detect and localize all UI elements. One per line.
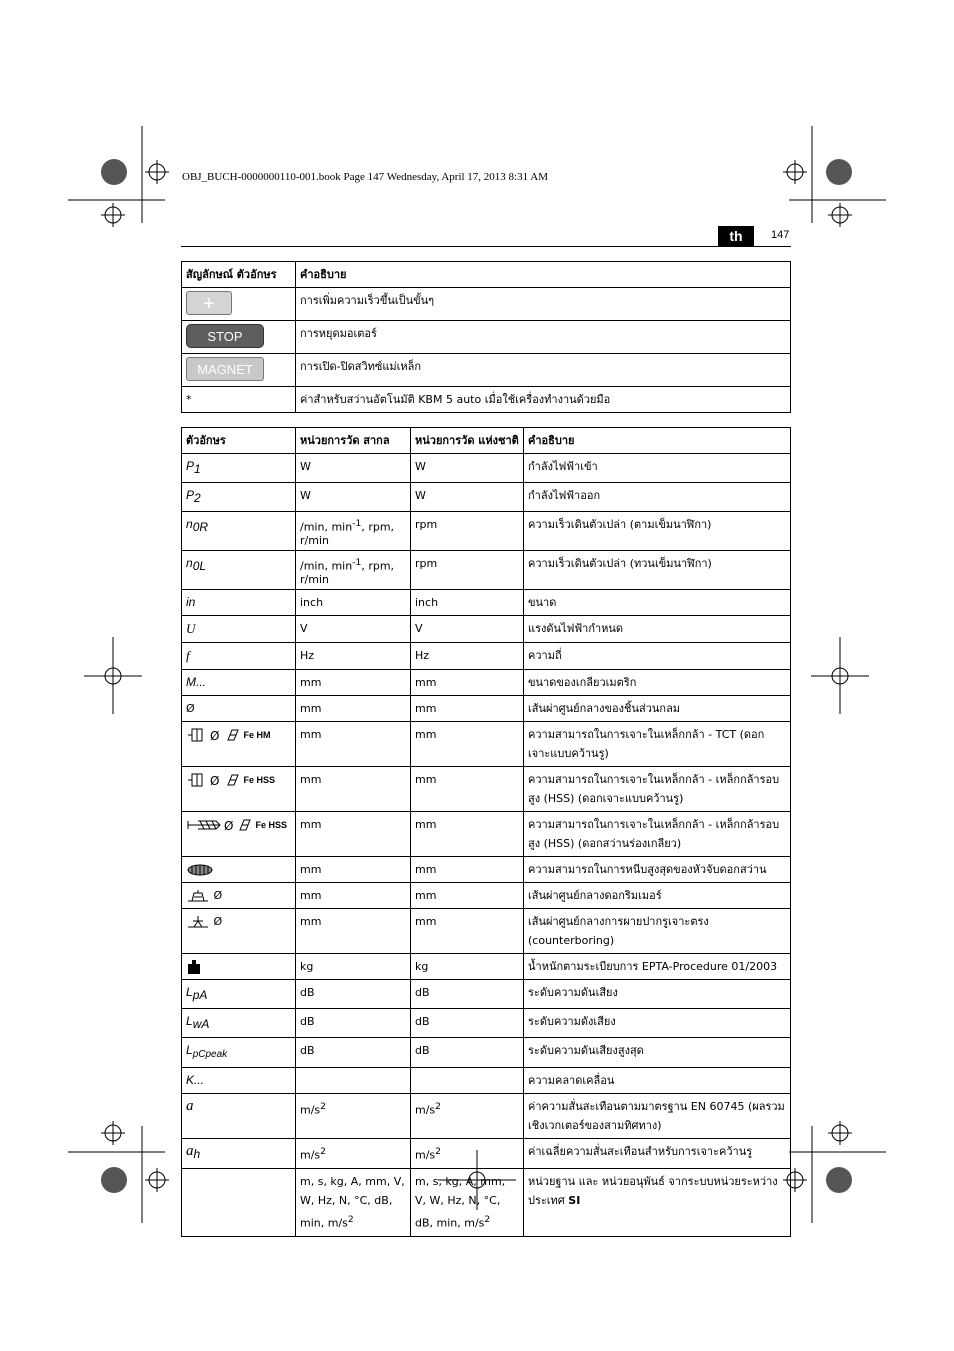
si-unit-sup: 2 bbox=[320, 1101, 326, 1113]
table-row bbox=[182, 1094, 791, 1139]
table-row bbox=[182, 1008, 791, 1037]
header-rule bbox=[181, 246, 791, 247]
row-desc: กำลังไฟฟ้าออก bbox=[524, 483, 791, 512]
reamer-icon bbox=[186, 889, 210, 903]
drill-chuck-icon bbox=[186, 863, 214, 877]
table-row bbox=[182, 387, 791, 413]
symbols-table bbox=[181, 261, 791, 413]
row-desc: ค่าความสั่นสะเทือนตามมาตรฐาน EN 60745 (ผลรวมเชิงเวกเตอร์ของสามทิศทาง) bbox=[524, 1094, 791, 1139]
table-row bbox=[182, 288, 791, 321]
row-desc: หน่วยฐาน และ หน่วยอนุพันธ์ จากระบบหน่วยระหว่างประเทศ bbox=[528, 1174, 778, 1207]
material-label: Fe HM bbox=[243, 729, 271, 740]
national-unit-sup: 2 bbox=[435, 1101, 441, 1113]
national-unit: mm bbox=[411, 695, 524, 721]
national-unit: W bbox=[411, 454, 524, 483]
si-unit bbox=[296, 1068, 411, 1094]
si-unit: m, s, kg, A, mm, V, W, Hz, N, °C, dB, min, m/s bbox=[300, 1174, 405, 1230]
row-desc: ระดับความดังเสียง bbox=[524, 1008, 791, 1037]
national-unit: mm bbox=[411, 766, 524, 811]
page-number: 147 bbox=[771, 229, 790, 241]
table-row bbox=[182, 1139, 791, 1169]
row-desc: ความเร็วเดินตัวเปล่า (ตามเข็มนาฬิกา) bbox=[524, 512, 791, 551]
row-desc: เส้นผ่าศูนย์กลางการผายปากรูเจาะตรง (counterboring) bbox=[524, 908, 791, 953]
table-header-row bbox=[182, 262, 791, 288]
svg-text:Ø: Ø bbox=[224, 818, 234, 832]
row-desc: ระดับความดันเสียง bbox=[524, 979, 791, 1008]
table-row bbox=[182, 721, 791, 766]
symbol-letter: in bbox=[186, 594, 196, 609]
row-desc: การเปิด-ปิดสวิทซ์แม่เหล็ก bbox=[296, 354, 791, 387]
units-table bbox=[181, 427, 791, 1237]
si-unit: mm bbox=[296, 695, 411, 721]
svg-text:Ø: Ø bbox=[210, 773, 220, 787]
si-unit: /min, min bbox=[300, 521, 353, 535]
col-header-si: หน่วยการวัด สากล bbox=[296, 428, 411, 454]
row-desc: เส้นผ่าศูนย์กลางดอกริมเมอร์ bbox=[524, 882, 791, 908]
si-unit: mm bbox=[296, 908, 411, 953]
countersink-icon bbox=[186, 915, 210, 929]
national-unit-sup: 2 bbox=[435, 1146, 441, 1158]
symbol-letter: L bbox=[186, 1043, 193, 1058]
table-row bbox=[182, 856, 791, 882]
row-desc: ความสามารถในการหนีบสูงสุดของหัวจับดอกสว่าน bbox=[524, 856, 791, 882]
si-unit: dB bbox=[296, 1038, 411, 1068]
table-row bbox=[182, 908, 791, 953]
si-unit: Hz bbox=[296, 642, 411, 669]
diameter-symbol: Ø bbox=[186, 701, 195, 715]
table-row bbox=[182, 512, 791, 551]
language-badge: th bbox=[718, 226, 754, 246]
row-desc: แรงดันไฟฟ้ากำหนด bbox=[524, 615, 791, 642]
national-unit: m/s bbox=[415, 1148, 436, 1162]
diameter-symbol: Ø bbox=[213, 914, 223, 928]
si-unit: mm bbox=[296, 721, 411, 766]
core-drill-icon bbox=[186, 773, 226, 787]
table-row bbox=[182, 979, 791, 1008]
row-desc: ระดับความดันเสียงสูงสุด bbox=[524, 1038, 791, 1068]
row-desc: น้ำหนักตามระเบียบการ EPTA-Procedure 01/2003 bbox=[524, 953, 791, 979]
si-unit-rest: , rpm, r/min bbox=[300, 559, 395, 586]
steel-plate-icon bbox=[226, 773, 240, 787]
symbol-letter: U bbox=[186, 620, 196, 636]
symbol-letter: L bbox=[186, 1013, 193, 1028]
table-row bbox=[182, 321, 791, 354]
si-unit: V bbox=[296, 615, 411, 642]
si-unit: /min, min bbox=[300, 559, 353, 573]
national-unit: dB bbox=[411, 979, 524, 1008]
table-row bbox=[182, 642, 791, 669]
national-unit: m/s bbox=[415, 1103, 436, 1117]
row-desc: ความสามารถในการเจาะในเหล็กกล้า - เหล็กกล้ารอบสูง (HSS) (ดอกเจาะแบบคว้านรู) bbox=[524, 766, 791, 811]
symbol-subscript: 2 bbox=[194, 491, 201, 506]
symbol-letter: K... bbox=[186, 1073, 205, 1088]
symbol-subscript: 0L bbox=[192, 559, 207, 574]
national-unit: V bbox=[411, 615, 524, 642]
national-unit: m, s, kg, A, mm, V, W, Hz, N, °C, dB, min, m/s bbox=[415, 1174, 506, 1230]
table-row bbox=[182, 811, 791, 856]
si-bold-label: SI bbox=[568, 1193, 581, 1207]
row-desc: ขนาดของเกลียวเมตริก bbox=[524, 669, 791, 695]
col-header-desc: คำอธิบาย bbox=[524, 428, 791, 454]
core-drill-icon bbox=[186, 728, 226, 742]
symbol-letter bbox=[182, 1168, 296, 1236]
symbol-subscript: h bbox=[193, 1147, 201, 1162]
si-unit-sup: 2 bbox=[347, 1213, 354, 1225]
symbol-letter: n bbox=[186, 517, 193, 532]
si-unit: mm bbox=[296, 882, 411, 908]
si-unit: kg bbox=[296, 953, 411, 979]
symbol-subscript: 0R bbox=[192, 520, 209, 535]
si-unit: W bbox=[296, 483, 411, 512]
symbol-letter: n bbox=[186, 556, 193, 571]
si-unit: inch bbox=[296, 589, 411, 615]
symbol-letter: P bbox=[186, 459, 195, 473]
table-row bbox=[182, 695, 791, 721]
twist-drill-icon bbox=[186, 818, 238, 832]
si-unit-rest: , rpm, r/min bbox=[300, 521, 395, 548]
symbol-letter: P bbox=[186, 488, 195, 503]
steel-plate-icon bbox=[226, 728, 240, 742]
symbol-subscript: pA bbox=[192, 987, 208, 1002]
table-row bbox=[182, 483, 791, 512]
table-row bbox=[182, 1068, 791, 1094]
symbol-letter: M... bbox=[186, 674, 206, 689]
table-row bbox=[182, 551, 791, 590]
row-desc: ขนาด bbox=[524, 589, 791, 615]
national-unit-sup: 2 bbox=[484, 1213, 491, 1225]
row-desc: เส้นผ่าศูนย์กลางของชิ้นส่วนกลม bbox=[524, 695, 791, 721]
national-unit bbox=[411, 1068, 524, 1094]
svg-text:Ø: Ø bbox=[210, 728, 220, 742]
si-unit: dB bbox=[296, 1008, 411, 1037]
steel-plate-icon bbox=[238, 818, 252, 832]
national-unit: mm bbox=[411, 721, 524, 766]
si-unit: mm bbox=[296, 811, 411, 856]
si-unit-sup: 2 bbox=[320, 1146, 326, 1158]
national-unit: mm bbox=[411, 856, 524, 882]
si-unit: m/s bbox=[300, 1148, 321, 1162]
row-desc: ค่าเฉลี่ยความสั่นสะเทือนสำหรับการเจาะคว้านรู bbox=[524, 1139, 791, 1169]
table-row bbox=[182, 766, 791, 811]
national-unit: mm bbox=[411, 908, 524, 953]
national-unit: kg bbox=[411, 953, 524, 979]
si-unit: W bbox=[296, 454, 411, 483]
si-unit: mm bbox=[296, 669, 411, 695]
table-row bbox=[182, 882, 791, 908]
national-unit: mm bbox=[411, 811, 524, 856]
si-unit: mm bbox=[296, 766, 411, 811]
material-label: Fe HSS bbox=[243, 774, 276, 785]
national-unit: dB bbox=[411, 1038, 524, 1068]
table-row bbox=[182, 669, 791, 695]
national-unit: rpm bbox=[411, 512, 524, 551]
national-unit: W bbox=[411, 483, 524, 512]
col-header-desc: คำอธิบาย bbox=[296, 262, 791, 288]
si-unit-sup: -1 bbox=[352, 518, 362, 530]
material-label: Fe HSS bbox=[255, 819, 288, 830]
col-header-letter: ตัวอักษร bbox=[182, 428, 296, 454]
table-row bbox=[182, 354, 791, 387]
col-header-national: หน่วยการวัด แห่งชาติ bbox=[411, 428, 524, 454]
col-header-symbol: สัญลักษณ์ ตัวอักษร bbox=[182, 262, 296, 288]
row-desc: ความคลาดเคลื่อน bbox=[524, 1068, 791, 1094]
si-unit-sup: -1 bbox=[352, 557, 362, 569]
row-desc: ความสามารถในการเจาะในเหล็กกล้า - TCT (ดอกเจาะแบบคว้านรู) bbox=[524, 721, 791, 766]
national-unit: mm bbox=[411, 882, 524, 908]
national-unit: Hz bbox=[411, 642, 524, 669]
national-unit: rpm bbox=[411, 551, 524, 590]
row-desc: ความเร็วเดินตัวเปล่า (ทวนเข็มนาฬิกา) bbox=[524, 551, 791, 590]
row-desc: การหยุดมอเตอร์ bbox=[296, 321, 791, 354]
symbol-subscript: pCpeak bbox=[192, 1049, 228, 1061]
table-row bbox=[182, 1038, 791, 1068]
row-symbol: * bbox=[182, 387, 296, 413]
si-unit: m/s bbox=[300, 1103, 321, 1117]
plus-button-icon: + bbox=[186, 291, 232, 315]
national-unit: inch bbox=[411, 589, 524, 615]
magnet-button-icon: MAGNET bbox=[186, 357, 264, 381]
row-desc: ความถี่ bbox=[524, 642, 791, 669]
row-desc: กำลังไฟฟ้าเข้า bbox=[524, 454, 791, 483]
row-desc: ความสามารถในการเจาะในเหล็กกล้า - เหล็กกล้ารอบสูง (HSS) (ดอกสว่านร่องเกลียว) bbox=[524, 811, 791, 856]
si-unit: mm bbox=[296, 856, 411, 882]
table-row bbox=[182, 953, 791, 979]
symbol-letter: f bbox=[186, 647, 190, 663]
symbol-subscript: wA bbox=[192, 1017, 210, 1032]
row-desc: การเพิ่มความเร็วขึ้นเป็นขั้นๆ bbox=[296, 288, 791, 321]
diameter-symbol: Ø bbox=[213, 888, 223, 902]
file-header-line: OBJ_BUCH-0000000110-001.book Page 147 Wednesday, April 17, 2013 8:31 AM bbox=[182, 171, 548, 183]
symbol-letter: a bbox=[186, 1143, 194, 1160]
si-unit: dB bbox=[296, 979, 411, 1008]
row-desc: ค่าสำหรับสว่านอัตโนมัติ KBM 5 auto เมื่อใช้เครื่องทำงานด้วยมือ bbox=[296, 387, 791, 413]
stop-button-icon: STOP bbox=[186, 324, 264, 348]
symbol-letter: a bbox=[186, 1098, 194, 1115]
national-unit: mm bbox=[411, 669, 524, 695]
symbol-letter: L bbox=[186, 984, 193, 999]
table-row bbox=[182, 615, 791, 642]
symbol-subscript: 1 bbox=[194, 462, 201, 477]
table-row bbox=[182, 1168, 791, 1236]
table-row bbox=[182, 589, 791, 615]
national-unit: dB bbox=[411, 1008, 524, 1037]
weight-icon bbox=[186, 959, 202, 975]
table-header-row bbox=[182, 428, 791, 454]
table-row bbox=[182, 454, 791, 483]
